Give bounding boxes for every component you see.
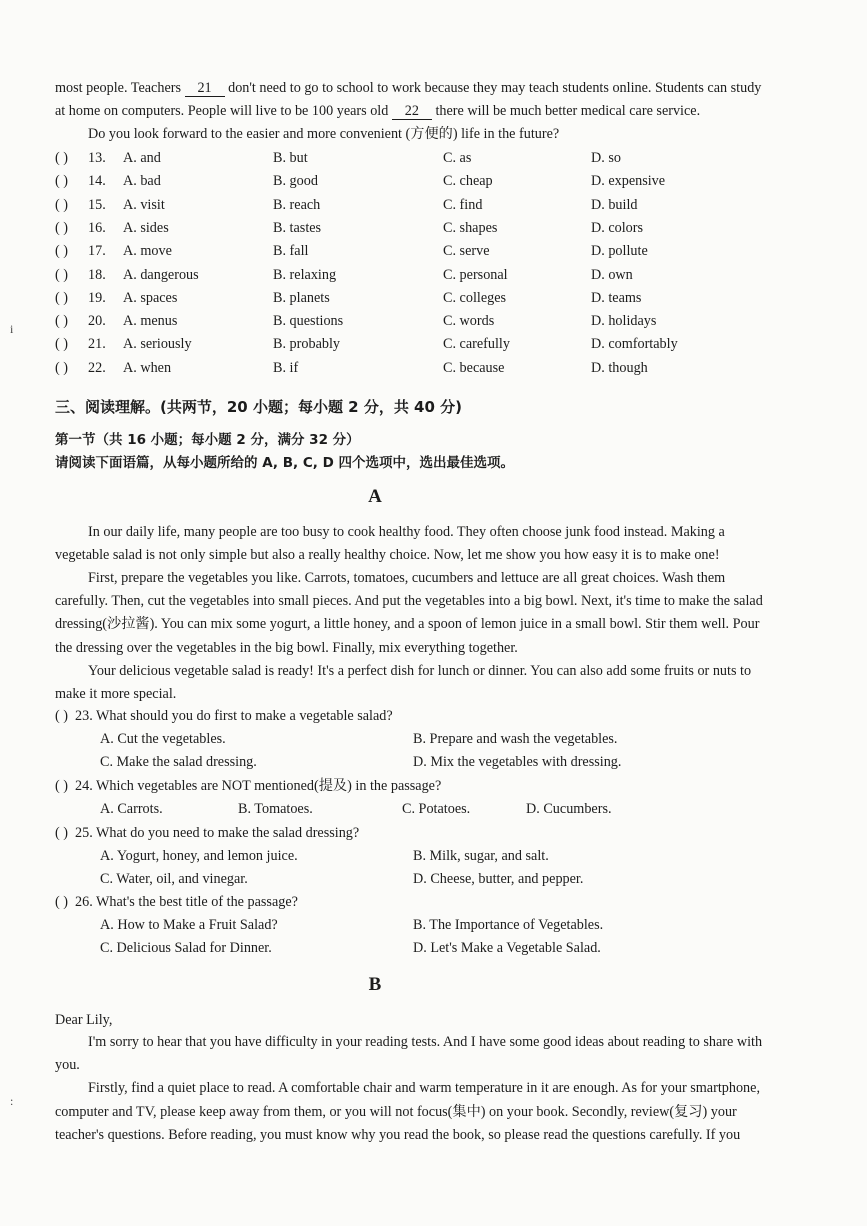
question-number: 22.	[88, 359, 106, 376]
passage-b-line: computer and TV, please keep away from them, or you will not focus(集中) on your book. Secondly, review(复习) your	[55, 1103, 737, 1120]
answer-paren: ( )	[55, 196, 68, 213]
answer-option: D. Cucumbers.	[526, 801, 612, 817]
answer-option: C. Delicious Salad for Dinner.	[100, 940, 272, 956]
answer-paren: ( )	[55, 336, 68, 353]
option-b: B. reach	[273, 196, 321, 213]
option-a: A. menus	[123, 313, 178, 330]
option-a: A. dangerous	[123, 266, 199, 283]
text-segment: don't need to go to school to work because they may teach students online. Students can study	[228, 80, 762, 96]
answer-option: C. Water, oil, and vinegar.	[100, 871, 248, 887]
answer-option: C. Make the salad dressing.	[100, 754, 257, 770]
option-d: D. holidays	[591, 313, 657, 330]
option-b: B. but	[273, 150, 308, 166]
option-b: B. tastes	[273, 219, 322, 236]
edge-mark: i	[10, 322, 14, 336]
passage-b-letter: B	[368, 974, 382, 995]
answer-paren: ( )	[55, 266, 68, 283]
option-d: D. pollute	[591, 243, 648, 260]
cloze-line-2	[55, 101, 800, 121]
cloze-option-row	[55, 195, 800, 215]
answer-option: D. Let's Make a Vegetable Salad.	[413, 940, 601, 956]
answer-paren: ( )	[55, 150, 68, 166]
answer-option: D. Cheese, butter, and pepper.	[413, 871, 584, 887]
option-c: C. carefully	[443, 336, 510, 353]
answer-option: C. Potatoes.	[402, 801, 471, 817]
option-a: A. when	[123, 359, 172, 376]
option-b: B. fall	[273, 243, 309, 260]
option-a: A. sides	[123, 219, 169, 236]
edge-mark: :	[10, 1094, 14, 1108]
passage-b-line: you.	[55, 1057, 80, 1074]
option-a: A. move	[123, 243, 172, 260]
question-text: 26. What's the best title of the passage?	[75, 894, 298, 910]
option-d: D. teams	[591, 289, 642, 306]
question-number: 16.	[88, 219, 106, 236]
question-number: 20.	[88, 313, 106, 330]
cloze-option-row	[55, 171, 800, 191]
answer-paren: ( )	[55, 778, 68, 794]
option-c: C. shapes	[443, 219, 498, 236]
question-text: 23. What should you do first to make a vegetable salad?	[75, 708, 393, 724]
passage-a-line: First, prepare the vegetables you like. Carrots, tomatoes, cucumbers and lettuce are all great choices. Wash them	[88, 570, 726, 587]
text-segment: at home on computers. People will live to be 100 years old	[55, 103, 389, 119]
question-number: 17.	[88, 243, 106, 260]
section-three-title: 三、阅读理解。(共两节，20 小题；每小题 2 分，共 40 分)	[55, 398, 463, 416]
passage-a-line: dressing(沙拉酱). You can mix some yogurt, a little honey, and a spoon of lemon juice in a small bowl. Stir them well. Pour	[55, 616, 760, 633]
answer-option: B. Milk, sugar, and salt.	[413, 848, 549, 864]
answer-paren: ( )	[55, 825, 68, 841]
option-a: A. seriously	[123, 336, 192, 353]
option-b: B. relaxing	[273, 266, 337, 283]
text-segment: there will be much better medical care service.	[435, 103, 701, 119]
question-number: 21.	[88, 336, 106, 353]
passage-a-line: carefully. Then, cut the vegetables into small pieces. And put the vegetables into a big bowl. Next, it's time to make the salad	[55, 593, 763, 610]
passage-b-line: I'm sorry to hear that you have difficulty in your reading tests. And I have some good ideas about reading to share with	[88, 1034, 763, 1050]
passage-a-line: In our daily life, many people are too busy to cook healthy food. They often choose junk food instead. Making a	[88, 524, 725, 540]
answer-paren: ( )	[55, 219, 68, 236]
answer-paren: ( )	[55, 313, 68, 330]
answer-option: B. Tomatoes.	[238, 801, 313, 817]
letter-greeting: Dear Lily,	[55, 1012, 113, 1028]
section-one-subtitle: 第一节（共 16 小题；每小题 2 分，满分 32 分）	[55, 432, 360, 448]
question-number: 18.	[88, 266, 106, 283]
cloze-option-row	[55, 288, 800, 308]
answer-option: A. Carrots.	[100, 801, 163, 817]
option-a: A. and	[123, 150, 161, 166]
cloze-option-row	[55, 218, 800, 238]
question-text: 25. What do you need to make the salad dressing?	[75, 825, 360, 841]
passage-a-line: the dressing over the vegetables in the big bowl. Finally, mix everything together.	[55, 639, 518, 656]
answer-option: B. The Importance of Vegetables.	[413, 917, 604, 933]
option-c: C. words	[443, 313, 495, 330]
section-instruction: 请阅读下面语篇，从每小题所给的 A, B, C, D 四个选项中，选出最佳选项。	[55, 455, 514, 471]
cloze-option-row	[55, 334, 800, 354]
blank-22: 22	[392, 103, 432, 120]
question-text: 24. Which vegetables are NOT mentioned(提及) in the passage?	[75, 778, 442, 794]
option-d: D. colors	[591, 219, 644, 236]
cloze-option-row	[55, 311, 800, 331]
option-b: B. planets	[273, 289, 330, 306]
option-b: B. if	[273, 359, 299, 376]
option-c: C. personal	[443, 266, 508, 283]
answer-paren: ( )	[55, 359, 68, 376]
option-d: D. though	[591, 359, 648, 376]
option-a: A. visit	[123, 196, 165, 213]
answer-option: A. How to Make a Fruit Salad?	[100, 917, 278, 933]
option-d: D. expensive	[591, 173, 666, 190]
answer-option: A. Yogurt, honey, and lemon juice.	[100, 848, 298, 864]
passage-b-line: teacher's questions. Before reading, you must know why you read the book, so please read the questions carefully. If you	[55, 1126, 741, 1143]
cloze-option-row	[55, 358, 800, 378]
answer-paren: ( )	[55, 708, 68, 724]
passage-a-letter: A	[368, 486, 382, 507]
option-a: A. bad	[123, 173, 161, 190]
answer-paren: ( )	[55, 243, 68, 260]
option-d: D. so	[591, 150, 621, 166]
passage-a-line: Your delicious vegetable salad is ready! It's a perfect dish for lunch or dinner. You can also add some fruits or nuts to	[88, 662, 752, 679]
text-segment: most people. Teachers	[55, 80, 181, 96]
answer-option: D. Mix the vegetables with dressing.	[413, 754, 622, 770]
option-c: C. because	[443, 359, 505, 376]
question-number: 14.	[88, 173, 106, 190]
passage-a-line: vegetable salad is not only simple but also a really healthy choice. Now, let me show you how easy it is to make one!	[55, 547, 720, 564]
option-d: D. own	[591, 266, 633, 283]
answer-paren: ( )	[55, 289, 68, 306]
question-number: 13.	[88, 150, 106, 166]
answer-paren: ( )	[55, 894, 68, 910]
cloze-line-3: Do you look forward to the easier and more convenient (方便的) life in the future?	[88, 126, 560, 142]
option-c: C. as	[443, 150, 472, 166]
cloze-option-row	[55, 241, 800, 261]
answer-paren: ( )	[55, 173, 68, 190]
cloze-option-row	[55, 148, 800, 168]
option-b: B. questions	[273, 313, 344, 330]
option-d: D. comfortably	[591, 336, 678, 353]
option-d: D. build	[591, 196, 638, 213]
option-c: C. serve	[443, 243, 490, 260]
option-b: B. good	[273, 173, 318, 190]
answer-option: A. Cut the vegetables.	[100, 731, 226, 747]
answer-option: B. Prepare and wash the vegetables.	[413, 731, 618, 747]
cloze-option-row	[55, 265, 800, 285]
option-b: B. probably	[273, 336, 340, 353]
option-c: C. cheap	[443, 173, 493, 190]
passage-a-line: make it more special.	[55, 685, 177, 702]
option-a: A. spaces	[123, 289, 178, 306]
question-number: 15.	[88, 196, 106, 213]
cloze-line-1	[55, 78, 800, 98]
passage-b-line: Firstly, find a quiet place to read. A comfortable chair and warm temperature in it are enough. As for your smartphone,	[88, 1080, 760, 1097]
option-c: C. colleges	[443, 289, 507, 306]
blank-21: 21	[185, 80, 225, 97]
option-c: C. find	[443, 196, 483, 213]
question-number: 19.	[88, 289, 106, 306]
